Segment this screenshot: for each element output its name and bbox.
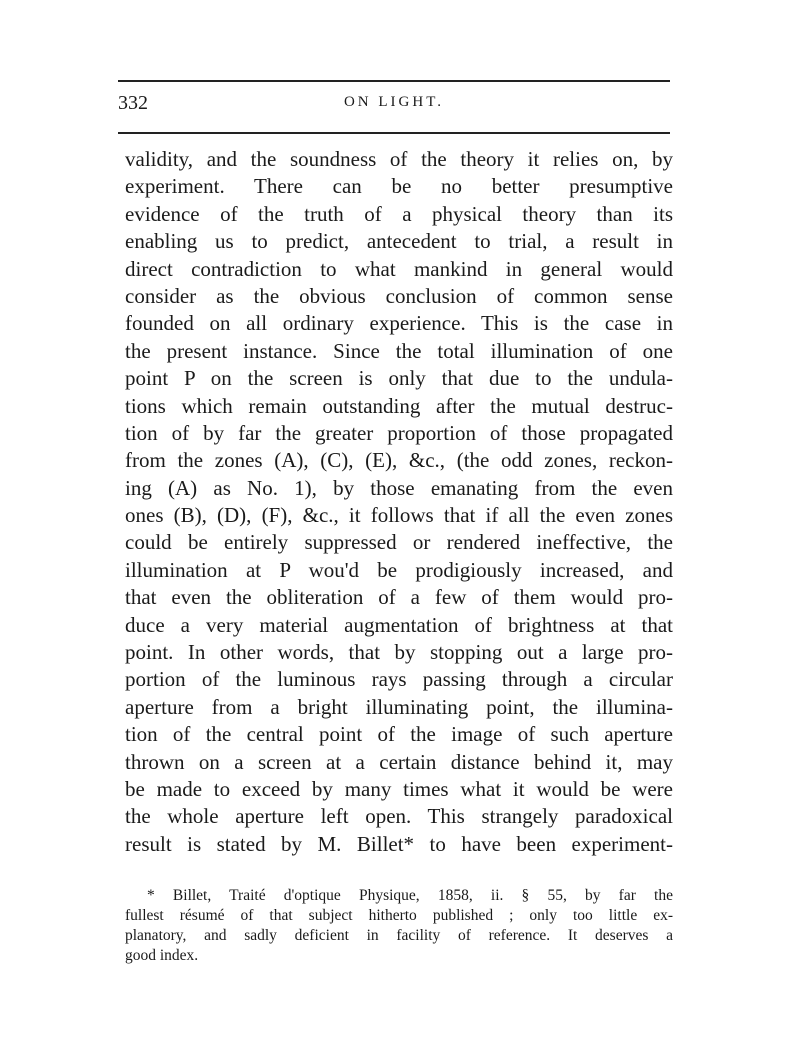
text-line: consider as the obvious conclusion of common sense xyxy=(125,283,673,308)
header-rule-bottom xyxy=(118,132,670,134)
text-line: that even the obliteration of a few of them would pro- xyxy=(125,585,673,610)
text-line: evidence of the truth of a physical theory than its xyxy=(125,201,673,226)
footnote-line: * Billet, Traité d'optique Physique, 1858, ii. § 55, by far the xyxy=(147,887,673,904)
page-number: 332 xyxy=(118,92,148,114)
text-line: point. In other words, that by stopping out a large pro- xyxy=(125,640,673,665)
text-line: tion of by far the greater proportion of those propagated xyxy=(125,420,673,445)
text-line: result is stated by M. Billet* to have been experiment- xyxy=(125,831,673,856)
text-line: thrown on a screen at a certain distance behind it, may xyxy=(125,749,673,774)
text-line: point P on the screen is only that due to the undula- xyxy=(125,366,673,391)
page-header xyxy=(118,92,670,118)
footnote-line: fullest résumé of that subject hitherto published ; only too little ex- xyxy=(125,907,673,924)
running-title: ON LIGHT. xyxy=(343,94,445,110)
text-line: aperture from a bright illuminating point, the illumina- xyxy=(125,694,673,719)
text-line: ing (A) as No. 1), by those emanating from the even xyxy=(125,475,673,500)
footnote-line: planatory, and sadly deficient in facility of reference. It deserves a xyxy=(125,927,673,944)
text-line: tion of the central point of the image of such aperture xyxy=(125,722,673,747)
text-line: portion of the luminous rays passing through a circular xyxy=(125,667,673,692)
text-line: direct contradiction to what mankind in general would xyxy=(125,256,673,281)
footnote-line: good index. xyxy=(125,947,199,964)
header-rule-top xyxy=(118,80,670,82)
text-line: experiment. There can be no better presumptive xyxy=(125,174,673,199)
text-line: tions which remain outstanding after the mutual destruc- xyxy=(125,393,673,418)
text-line: enabling us to predict, antecedent to trial, a result in xyxy=(125,229,673,254)
text-line: the present instance. Since the total illumination of one xyxy=(125,338,673,363)
body-text xyxy=(125,146,673,858)
text-line: could be entirely suppressed or rendered ineffective, the xyxy=(125,530,673,555)
text-line: be made to exceed by many times what it would be were xyxy=(125,776,673,801)
text-line: validity, and the soundness of the theory it relies on, by xyxy=(125,147,673,171)
text-line: illumination at P wou'd be prodigiously increased, and xyxy=(125,557,673,582)
text-line: ones (B), (D), (F), &c., it follows that if all the even zones xyxy=(125,503,673,528)
text-line: founded on all ordinary experience. This is the case in xyxy=(125,311,673,336)
footnote xyxy=(125,886,673,966)
text-line: duce a very material augmentation of brightness at that xyxy=(125,612,673,637)
text-line: the whole aperture left open. This strangely paradoxical xyxy=(125,804,673,829)
text-line: from the zones (A), (C), (E), &c., (the odd zones, reckon- xyxy=(125,448,673,473)
